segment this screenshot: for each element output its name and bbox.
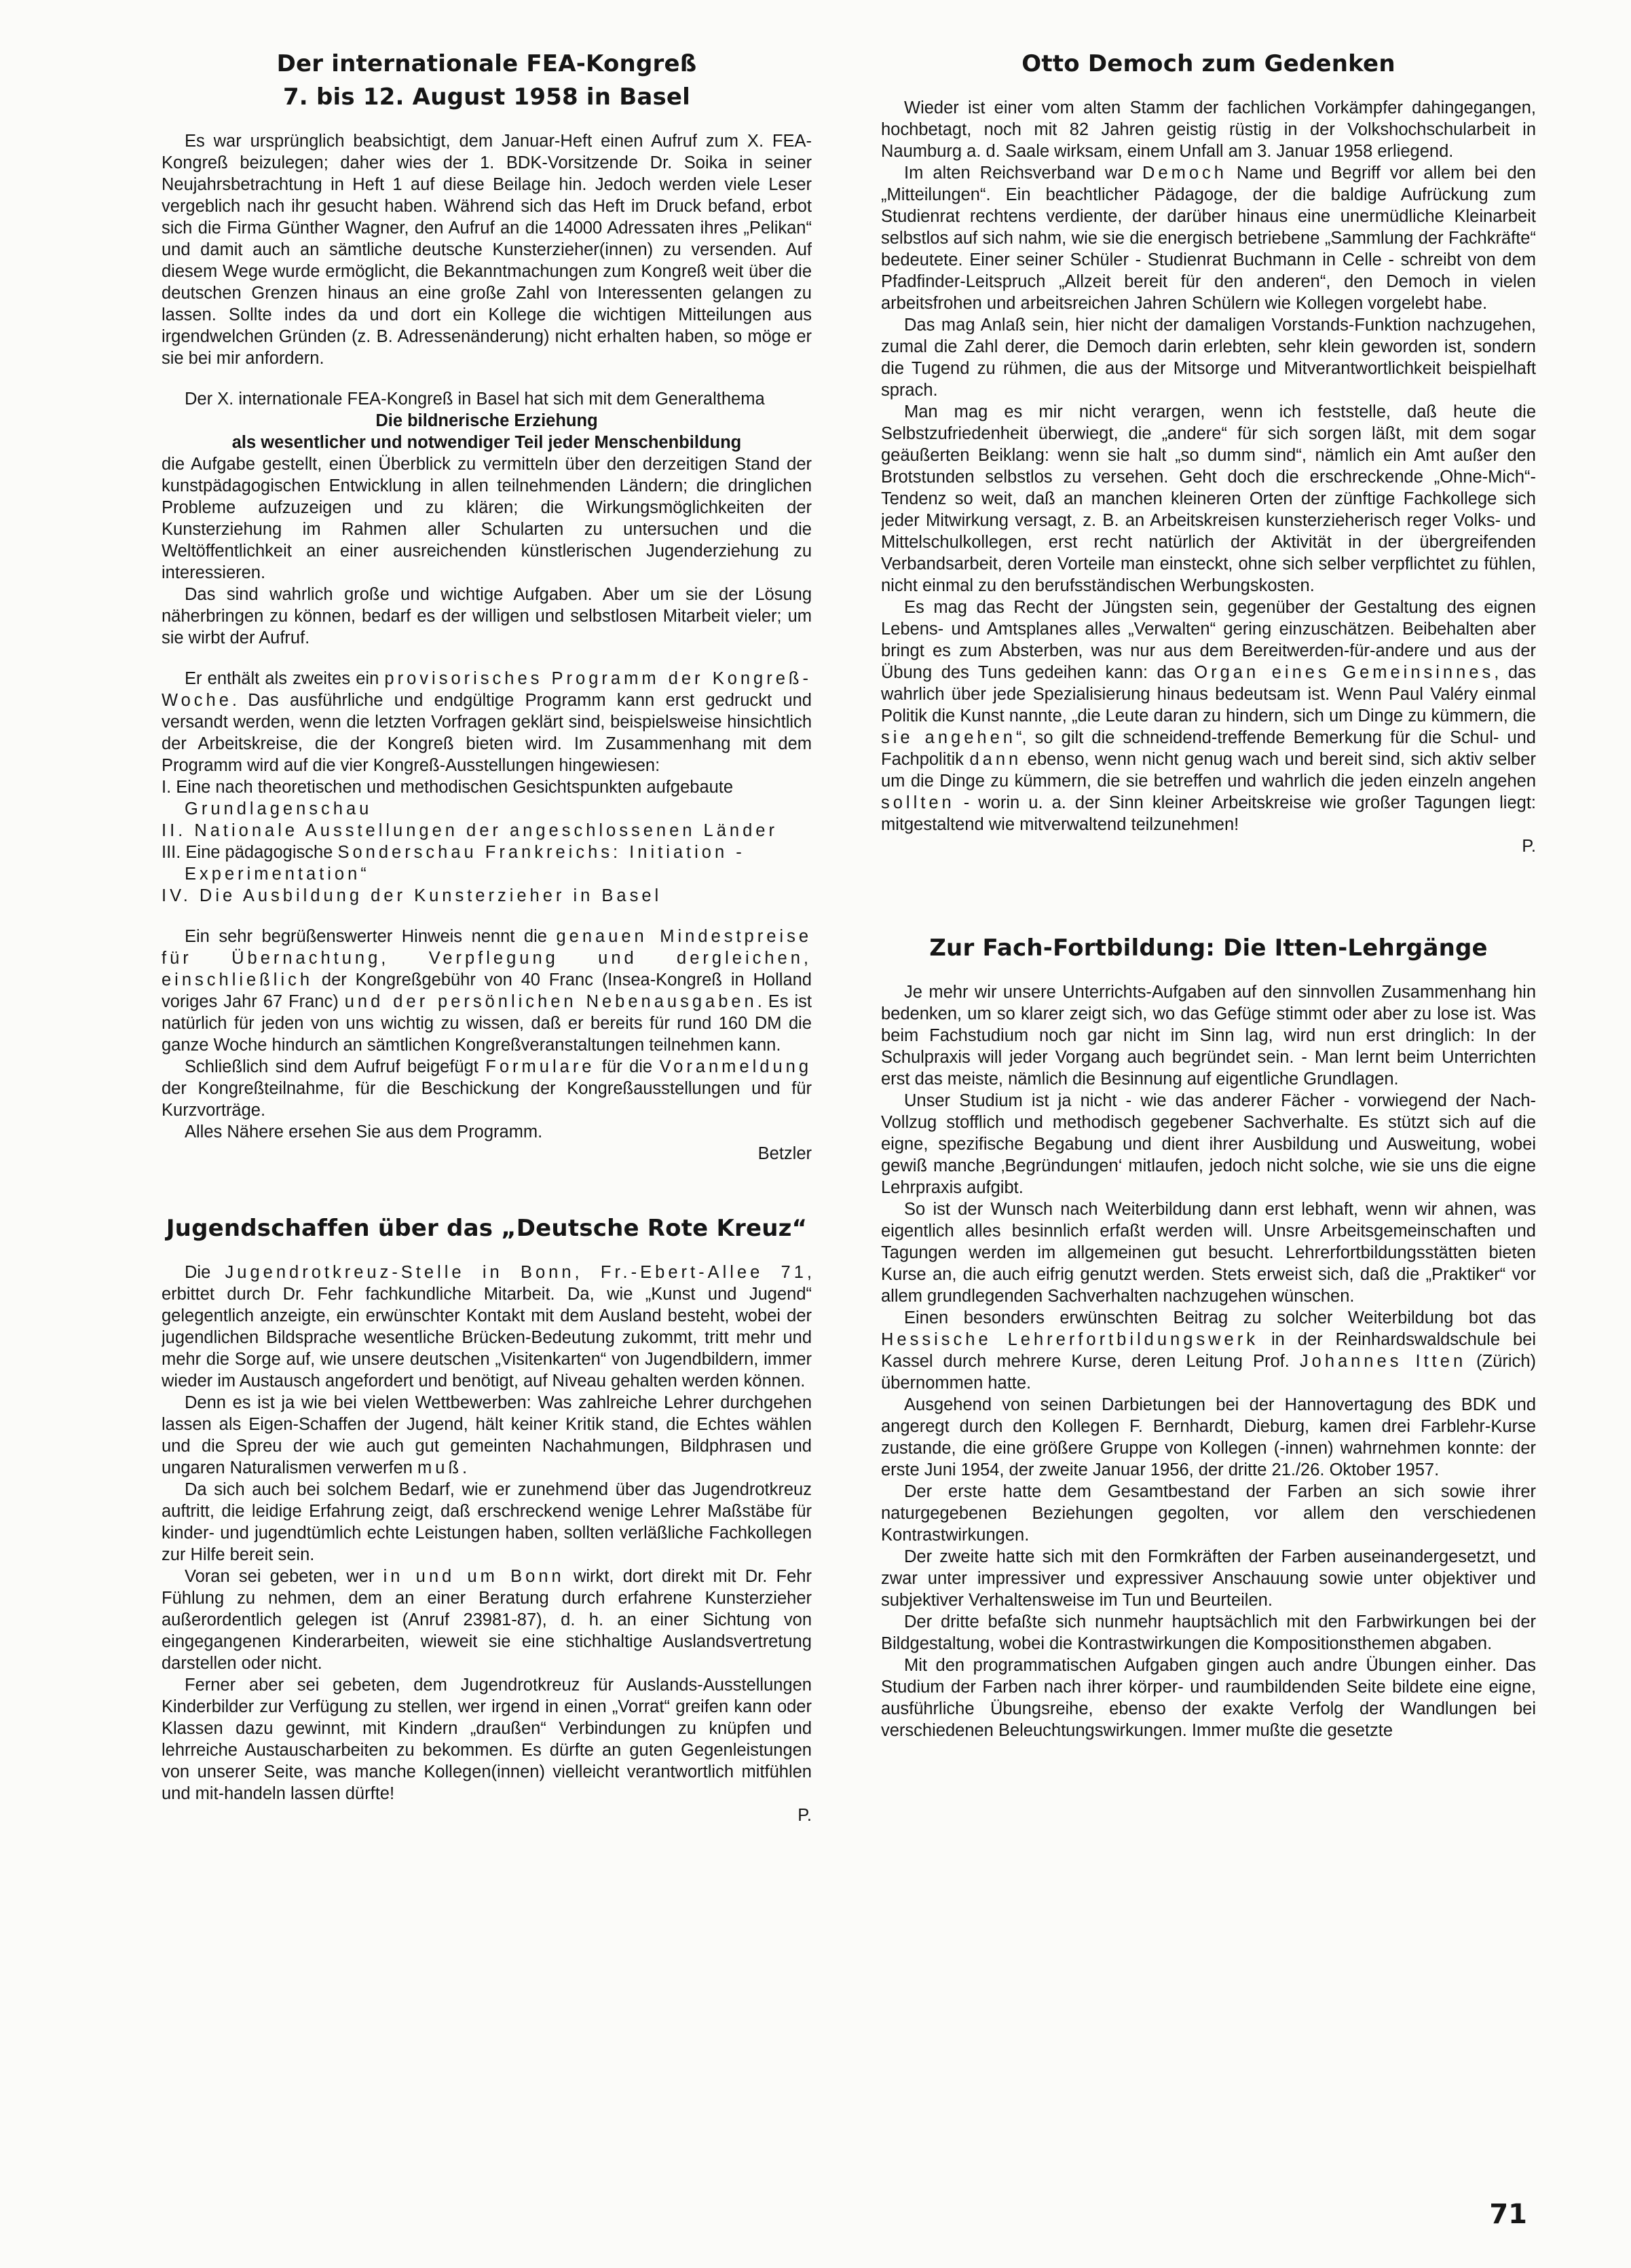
text-run: , das wahrlich über jede Spezialisierung hinaus bedeutsam ist. Wenn Paul Valéry einmal Politik die Kunst nannte, „die Leute daran zu hindern, sich um Dinge zu kümmern, die [881,663,1536,725]
emphasis: in und um Bonn [383,1567,565,1586]
paragraph: Das sind wahrlich große und wichtige Aufgaben. Aber um sie der Lösung näherbringen zu können, bedarf es der willigen und selbstlosen Mitarbeit vieler; um sie wirbt der Aufruf. [162,585,812,647]
paragraph: Der dritte befaßte sich nunmehr hauptsächlich mit den Farbwirkungen bei der Bildgestaltung, wobei die Kontrastwirkungen die Kompositionsthemen abgaben. [881,1612,1536,1653]
emphasis: Hessische Lehrerfortbildungswerk [881,1330,1258,1349]
text-run: ebenso, wenn nicht genug wach und bereit sind, sich aktiv selber um die Dinge zu kümmern, die sie betreffen und wahrlich die jeden einzeln angehen [881,750,1536,791]
paragraph [881,162,1536,314]
paragraph: Man mag es mir nicht verargen, wenn ich feststelle, daß heute die Selbstzufriedenheit überwiegt, die „andere“ für sich sorgen läßt, mit dem sogar geäußerten Beiklang: wenn sie halt „so dumm sind“, nämlich ein Amt außer den Brotstunden selbstlos zu versehen. Geht doch die erschreckende „Ohne-Mich“-Tendenz so weit, daß an manchen kleineren Orten der zünftige Fachkollege sich jeder Mitwirkung versagt, z. B. an Arbeitskreisen kunsterzieherisch reger Volks- und Mittelschulkollegen, erst recht natürlich der Aktivität in der übergreifenden Verbandsarbeit, deren Vorteile man einsteckt, ohne sich selber verpflichtet zu fühlen, nicht einmal zu den berufsständischen Werbungskosten. [881,402,1536,595]
emphasis: Johannes Itten [1299,1352,1467,1371]
paragraph: Unser Studium ist ja nicht - wie das anderer Fächer - vorwiegend der Nach-Vollzug stofflich und methodisch gegebener Sachverhalte. Es stützt sich auf die eigne, spezifische Begabung und dient ihrer Ausbildung und Ausweitung, wobei gewiß manche ‚Begründungen‘ mitlaufen, jedoch nicht solche, wie sie uns die eigne Lehrpraxis aufgibt. [881,1091,1536,1197]
signature: P. [798,1806,812,1825]
article-title: Otto Democh zum Gedenken [1021,50,1395,77]
text-run: “, so gilt die schneidend-treffende Bemerkung für die Schul- und Fachpolitik [881,728,1536,769]
signature: Betzler [757,1144,812,1163]
text-run: Schließlich sind dem Aufruf beigefügt [185,1057,479,1076]
text-run: - worin u. a. der Sinn kleiner Arbeitskreise wie großer Tagungen liegt: mitgestaltend wie mitverwaltend teilzunehmen! [881,793,1536,834]
paragraph: Wieder ist einer vom alten Stamm der fachlichen Vorkämpfer dahingegangen, hochbetagt, noch mit 82 Jahren geistig rüstig in der Volkshochschularbeit in Naumburg a. d. Saale wirksam, einem Unfall am 3. Januar 1958 erliegend. [881,98,1536,161]
text-run: Er enthält als zweites ein [185,669,379,688]
emphasis: Jugendrotkreuz-Stelle in Bonn, Fr.-Ebert-Allee 71 [225,1263,807,1282]
page-number: 71 [1489,2199,1527,2230]
text-run: . [462,1458,468,1477]
text-run: wirkt, dort direkt mit Dr. Fehr Fühlung zu nehmen, dem an einer Beratung durch erfahrene Kunsterzieher außerordentlich gelegen ist (Anruf 23981-87), d. h. an einer Sichtung von eingegangenen Kinderarbeiten, wieweit sie eine stichhaltige Auslandsvertretung darstellen oder nicht. [162,1567,812,1673]
paragraph [162,668,812,776]
text-run: in der Reinhardswaldschule bei Kassel durch mehrere Kurse, deren Leitung Prof. [881,1330,1536,1371]
emphasis: provisorisches Programm der Kongreß-Woche [162,669,812,710]
left-column [162,48,812,2159]
title-line-2: 7. bis 12. August 1958 in Basel [282,83,691,111]
paragraph: So ist der Wunsch nach Weiterbildung dann erst lebhaft, wenn wir ahnen, was eigentlich alles besinnlich erfaßt werden will. Unsre Arbeitsgemeinschaften und Tagungen werden im allgemeinen gut besucht. Lehrerfortbildungsstätten bieten Kurse an, die auch eifrig genutzt werden. Stets erweist sich, daß die „Praktiker“ vor allem grundlegenden Sachverhalten nachzugehen wünschen. [881,1200,1536,1306]
paragraph [162,926,812,1056]
list-item [162,885,812,907]
list-item [162,776,812,820]
paragraph [881,597,1536,835]
text-run: I. Eine nach theoretischen und methodischen Gesichtspunkten aufgebaute [162,778,734,797]
article-title: Zur Fach-Fortbildung: Die Itten-Lehrgänge [929,934,1488,962]
signature: P. [1522,837,1536,856]
text-run: Voran sei gebeten, wer [185,1567,375,1586]
text-run: . Es ist natürlich für jeden von uns wichtig zu wissen, daß er bereits für rund 160 DM die ganze Woche hindurch an sämtlichen Kongreßveranstaltungen teilnehmen kann. [162,992,812,1055]
emphasis: sollten [881,793,955,812]
emphasis: genauen Mindestpreise für Übernachtung, Verpflegung und dergleichen, einschließlich [162,927,812,989]
text-run: . Das ausführliche und endgültige Programm kann erst gedruckt und versandt werden, wenn die letzten Vorfragen geklärt sind, beispielsweise hinsichtlich der Arbeitskreise, die der Kongreß bieten wird. Im Zusammenhang mit dem Programm wird auf die vier Kongreß-Ausstellungen hingewiesen: [162,691,812,775]
emphasis: Grundlagenschau [185,799,373,818]
text-run: III. Eine pädagogische [162,843,333,862]
text-run: Name und Begriff vor allem bei den „Mitteilungen“. Ein beachtlicher Pädagoge, der die baldige Aufrückung zum Studienrat rechtens verdiente, der darüber hinaus eine unermüdliche Kleinarbeit selbstlos auf sich nahm, wie sie die energisch betriebene „Sammlung der Fachkräfte“ bedeutete. Einer seiner Schüler - Studienrat Buchmann in Celle - schreibt von dem Pfadfinder-Leitspruch „Allzeit bereit für den anderen“, den Democh in vielen arbeitsfrohen und arbeitsreichen Jahren Schülern wie Kollegen vorgelebt habe. [881,164,1536,313]
paragraph: Je mehr wir unsere Unterrichts-Aufgaben auf den sinnvollen Zusammenhang hin bedenken, um so klarer zeigt sich, wo das Gefüge stimmt oder aber zu lose ist. Was beim Fachstudium noch gar nicht im Sinn lag, wird nun erst dringlich: In der Schulpraxis will jeder Vorgang auch begründet sein. - Man lernt beim Unterrichten erst das meiste, nämlich die Besinnung auf eigentliche Grundlagen. [881,983,1536,1089]
paragraph [881,1307,1536,1394]
text-run: der Kongreßteilnahme, für die Beschickung der Kongreßausstellungen und für Kurzvorträge. [162,1079,812,1120]
article-red-cross [162,1212,812,1826]
emphasis: und der persönlichen Nebenausgaben [344,992,757,1011]
text-run: Denn es ist ja wie bei vielen Wettbewerben: Was zahlreiche Lehrer durchgehen lassen als Eigen-Schaffen der Jugend, hält keiner Kritik stand, die Echtes wählen und die Spreu der wie auch gut gemeinten Nachahmungen, Bildphrasen und ungaren Naturalismen verwerfen [162,1393,812,1477]
emphasis: sie angehen [881,728,1016,747]
general-theme-line-1: Die bildnerische Erziehung [375,411,598,430]
text-run: Ein sehr begrüßenswerter Hinweis nennt die [185,927,547,946]
paragraph: Ferner aber sei gebeten, dem Jugendrotkreuz für Auslands-Ausstellungen Kinderbilder zur Verfügung zu stellen, wer irgend in einen „Vorrat“ greifen kann oder Klassen dazu gewinnt, mit Kindern „draußen“ Verbindungen zu knüpfen und lehrreiche Austauscharbeiten zu bekommen. Es dürfte an guten Gegenleistungen von unserer Seite, was manche Kollegen(innen) vielleicht verantwortlich mitfühlen und mit-handeln lassen dürfte! [162,1676,812,1803]
title-line-1: Der internationale FEA-Kongreß [276,50,697,77]
list-item [162,820,812,842]
text-run: Es mag das Recht der Jüngsten sein, gegenüber der Gestaltung des eignen Lebens- und Amtsplanes alles „Verwalten“ gering einzuschätzen. Beibehalten aber bringt es zum Absterben, was nur aus dem Bereitwerden-für-andere und aus der Übung des Tuns gedeihen kann: das [881,598,1536,682]
emphasis: II. Nationale Ausstellungen der angeschlossenen Länder [162,821,778,840]
paragraph: Mit den programmatischen Aufgaben gingen auch andre Übungen einher. Das Studium der Farben nach ihrer körper- und raumbildenden Seite bildete eine eigne, ausführliche Übungsreihe, ebenso der exakte Verfolg der Wandlungen bei verschiedenen Beleuchtungswirkungen. Immer mußte die gesetzte [881,1656,1536,1740]
text-run: für die [601,1057,653,1076]
article-title: Jugendschaffen über das „Deutsche Rote Kreuz“ [166,1215,808,1242]
paragraph [162,1056,812,1121]
text-run: der Kongreßgebühr von 40 Franc (Insea-Kongreß in Holland voriges Jahr 67 Franc) [162,970,812,1011]
paragraph [162,1262,812,1392]
article-title [162,48,812,114]
article-itten-courses [881,932,1536,1741]
paragraph: Alles Nähere ersehen Sie aus dem Programm. [185,1122,543,1141]
emphasis: dann [969,750,1022,769]
emphasis: Sonderschau Frankreichs: Initiation - Experimentation“ [185,843,745,884]
emphasis: Democh [1142,164,1227,183]
paragraph: Das mag Anlaß sein, hier nicht der damaligen Vorstands-Funktion nachzugehen, zumal die Zahl derer, die Democh darin erlebten, sehr klein geworden ist, sondern die Tugend zu rühmen, die aus der Mitsorge und Mitverantwortlichkeit beispielhaft sprach. [881,316,1536,400]
list-item [162,842,812,885]
paragraph [162,1566,812,1674]
paragraph: Der zweite hatte sich mit den Formkräften der Farben auseinandergesetzt, und zwar unter impressiver und expressiver Anschauung sowie unter objektiver und subjektiver Verhaltensweise im Tun und Beurteilen. [881,1547,1536,1610]
right-column [881,48,1536,2159]
emphasis: Organ eines Gemeinsinnes [1194,663,1495,682]
article-democh-obituary [881,48,1536,857]
paragraph-intro: Der X. internationale FEA-Kongreß in Basel hat sich mit dem Generalthema [185,390,765,409]
emphasis: Voranmeldung [659,1057,812,1076]
text-run: Einen besonders erwünschten Beitrag zu solcher Weiterbildung bot das [904,1308,1536,1327]
emphasis: IV. Die Ausbildung der Kunsterzieher in Basel [162,886,662,905]
article-fea-congress [162,48,812,1165]
paragraph [162,1392,812,1479]
general-theme-line-2: als wesentlicher und notwendiger Teil jeder Menschenbildung [231,433,742,452]
emphasis: muß [417,1458,463,1477]
text-run: Die [185,1263,211,1282]
paragraph: Es war ursprünglich beabsichtigt, dem Januar-Heft einen Aufruf zum X. FEA-Kongreß beizulegen; daher wies der 1. BDK-Vorsitzende Dr. Soika in seiner Neujahrsbetrachtung in Heft 1 auf diese Beilage hin. Jedoch werden viele Leser vergeblich nach ihr gesucht haben. Während sich das Heft im Druck befand, erbot sich die Firma Günther Wagner, den Aufruf an die 14000 Adressaten ihres „Pelikan“ und damit auch an sämtliche deutsche Kunsterzieher(innen) zu versenden. Auf diesem Wege wurde ermöglicht, die Bekanntmachungen zum Kongreß weit über die deutschen Grenzen hinaus an eine große Zahl von Interessenten gelangen zu lassen. Sollte indes da und dort ein Kollege die wichtigen Mitteilungen aus irgendwelchen Gründen (z. B. Adressenänderung) nicht erhalten haben, so möge er sie bei mir anfordern. [162,132,812,368]
text-run: Im alten Reichsverband war [904,164,1133,183]
paragraph: Da sich auch bei solchem Bedarf, wie er zunehmend über das Jugendrotkreuz auftritt, die leidige Erfahrung zeigt, daß erschreckend wenige Lehrer Maßstäbe für kinder- und jugendtümlich echte Leistungen haben, sollten verläßliche Fachkollegen zur Hilfe bereit sein. [162,1480,812,1564]
text-run: (Zürich) übernommen hatte. [881,1352,1536,1393]
paragraph: die Aufgabe gestellt, einen Überblick zu vermitteln über den derzeitigen Stand der kunstpädagogischen Entwicklung in allen teilnehmenden Ländern; die dringlichen Probleme aufzuzeigen und zu klären; die Wirkungsmöglichkeiten der Kunsterziehung im Rahmen aller Schularten zu untersuchen und die Weltöffentlichkeit an einer ausreichenden künstlerischen Jugenderziehung zu interessieren. [162,455,812,582]
paragraph: Ausgehend von seinen Darbietungen bei der Hannovertagung des BDK und angeregt durch den Kollegen F. Bernhardt, Dieburg, kamen drei Farblehr-Kurse zustande, die eine größere Gruppe von Kollegen (-innen) wahrnehmen konnte: der erste Juni 1954, der zweite Januar 1956, der dritte 21./26. Oktober 1957. [881,1395,1536,1479]
paragraph: Der erste hatte dem Gesamtbestand der Farben an sich sowie ihrer naturgegebenen Beziehungen gegolten, vor allem den verschiedenen Kontrastwirkungen. [881,1482,1536,1545]
emphasis: Formulare [485,1057,595,1076]
text-run: , erbittet durch Dr. Fehr fachkundliche Mitarbeit. Da, wie „Kunst und Jugend“ gelegentlich anzeigte, ein erwünschter Kontakt mit dem Ausland besteht, wobei der jugendlichen Bildsprache wesentliche Brücken-Bedeutung zukommt, tritt mehr und mehr die Sorge auf, wie unsere deutschen „Visitenkarten“ von Jugendbildern, immer wieder im Austausch angefordert und benötigt, auf Niveau gehalten werden können. [162,1263,812,1391]
